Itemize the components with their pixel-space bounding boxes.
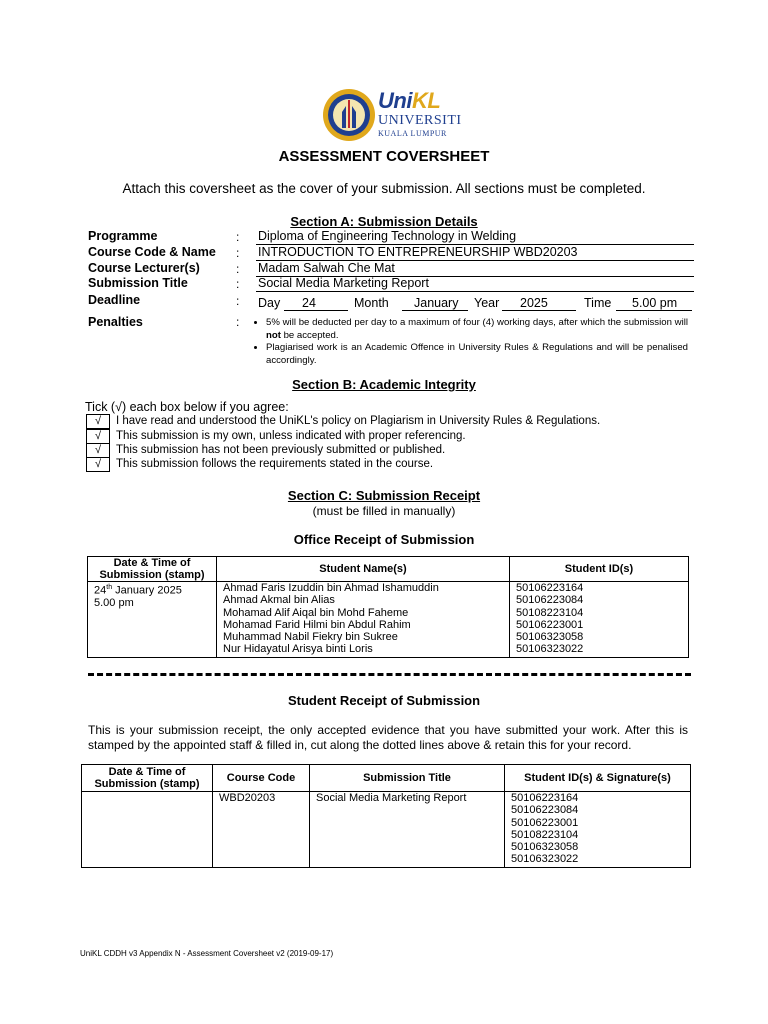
colon: : — [236, 246, 240, 260]
colon: : — [236, 262, 240, 276]
student-name: Ahmad Faris Izuddin bin Ahmad Ishamuddin — [223, 582, 439, 594]
day-label: Day — [258, 296, 281, 310]
student-id: 50106323058 — [516, 631, 584, 644]
cut-line — [88, 673, 691, 676]
ids-signature-cell — [505, 792, 691, 868]
stamp-cell — [88, 582, 217, 658]
column-header: Date & Time of Submission (stamp) — [88, 557, 217, 582]
penalties-label: Penalties — [88, 315, 143, 329]
penalties-list — [254, 317, 688, 367]
logo-uni: Uni — [378, 88, 412, 113]
year-label: Year — [474, 296, 500, 310]
time-label: Time — [584, 296, 612, 310]
student-name: Nur Hidayatul Arisya binti Loris — [223, 643, 373, 656]
logo-universiti: UNIVERSITI — [378, 113, 462, 128]
student-id: 50108223104 — [516, 606, 584, 619]
office-receipt-table — [87, 556, 689, 658]
unikl-logo — [322, 88, 462, 144]
tick-checkbox[interactable]: √ — [86, 443, 110, 458]
tick-checkbox[interactable]: √ — [86, 457, 110, 472]
lecturer-label: Course Lecturer(s) — [88, 261, 200, 275]
student-id: 50108223104 — [511, 828, 579, 841]
section-a-heading: Section A: Submission Details — [290, 214, 478, 229]
ids-cell — [510, 582, 689, 658]
time-value: 5.00 pm — [616, 296, 692, 311]
student-receipt-paragraph: This is your submission receipt, the only accepted evidence that you have submitted your work. After this is stamped by the appointed staff & filled in, cut along the dotted lines above & retain this for your record. — [88, 723, 688, 752]
student-receipt-table — [81, 764, 691, 868]
student-id: 50106223084 — [516, 594, 584, 607]
intro-text: Attach this coversheet as the cover of your submission. All sections must be completed. — [122, 181, 646, 196]
tick-instruction: Tick (√) each box below if you agree: — [85, 400, 289, 414]
column-header: Course Code — [213, 765, 310, 792]
submission-title-cell: Social Media Marketing Report — [310, 792, 505, 868]
table-header-row — [82, 765, 691, 792]
course-label: Course Code & Name — [88, 245, 216, 259]
submission-title-label: Submission Title — [88, 276, 188, 290]
column-header: Submission Title — [310, 765, 505, 792]
student-name: Mohamad Alif Aiqal bin Mohd Faheme — [223, 606, 409, 619]
penalty-item: • 5% will be deducted per day to a maximum of four (4) working days, after which the submission will not be accepted. — [266, 317, 688, 342]
section-b-heading: Section B: Academic Integrity — [292, 377, 476, 392]
table-row — [82, 792, 691, 868]
integrity-text: This submission has not been previously submitted or published. — [116, 444, 446, 456]
student-id: 50106323058 — [511, 841, 579, 854]
document-footer: UniKL CDDH v3 Appendix N - Assessment Coversheet v2 (2019-09-17) — [80, 949, 334, 958]
year-value: 2025 — [502, 296, 576, 311]
deadline-row — [256, 296, 692, 313]
course-code-cell: WBD20203 — [213, 792, 310, 868]
column-header: Date & Time of Submission (stamp) — [82, 765, 213, 792]
month-value: January — [402, 296, 468, 311]
colon: : — [236, 230, 240, 244]
programme-value: Diploma of Engineering Technology in Welding — [256, 229, 694, 245]
student-name: Mohamad Farid Hilmi bin Abdul Rahim — [223, 618, 411, 631]
office-time: 5.00 pm — [94, 596, 134, 609]
student-id: 50106223164 — [511, 792, 579, 804]
colon: : — [236, 294, 240, 308]
penalty-item: • Plagiarised work is an Academic Offence in University Rules & Regulations and will be penalised accordingly. — [266, 342, 688, 367]
office-receipt-heading: Office Receipt of Submission — [293, 532, 475, 547]
month-label: Month — [354, 296, 389, 310]
section-c-subheading: (must be filled in manually) — [312, 504, 456, 518]
student-id: 50106223164 — [516, 582, 584, 594]
column-header: Student Name(s) — [217, 557, 510, 582]
page-title: ASSESSMENT COVERSHEET — [278, 148, 490, 165]
student-id: 50106223001 — [516, 618, 584, 631]
column-header: Student ID(s) & Signature(s) — [505, 765, 691, 792]
programme-label: Programme — [88, 229, 158, 243]
logo-kuala-lumpur: KUALA LUMPUR — [378, 129, 447, 138]
column-header: Student ID(s) — [510, 557, 689, 582]
tick-checkbox[interactable]: √ — [86, 414, 110, 429]
office-date: 24th January 2025 — [94, 584, 182, 597]
names-cell — [217, 582, 510, 658]
student-name: Ahmad Akmal bin Alias — [223, 594, 335, 607]
tick-checkbox[interactable]: √ — [86, 429, 110, 444]
student-id: 50106223001 — [511, 816, 579, 829]
logo-kl: KL — [411, 88, 441, 113]
section-c-heading: Section C: Submission Receipt — [287, 488, 481, 503]
colon: : — [236, 277, 240, 291]
student-id: 50106323022 — [511, 853, 579, 866]
student-name: Muhammad Nabil Fiekry bin Sukree — [223, 631, 398, 644]
table-header-row — [88, 557, 689, 582]
course-value: INTRODUCTION TO ENTREPRENEURSHIP WBD20203 — [256, 245, 694, 261]
deadline-label: Deadline — [88, 293, 141, 307]
stamp-cell — [82, 792, 213, 868]
student-receipt-heading: Student Receipt of Submission — [287, 693, 481, 708]
integrity-text: This submission is my own, unless indicated with proper referencing. — [116, 430, 466, 442]
colon: : — [236, 315, 240, 329]
student-id: 50106223084 — [511, 804, 579, 817]
day-value: 24 — [284, 296, 348, 311]
submission-title-value: Social Media Marketing Report — [256, 276, 694, 292]
table-row — [88, 582, 689, 658]
integrity-text: This submission follows the requirements stated in the course. — [116, 458, 434, 470]
lecturer-value: Madam Salwah Che Mat — [256, 261, 694, 277]
student-id: 50106323022 — [516, 643, 584, 656]
integrity-text: I have read and understood the UniKL's policy on Plagiarism in University Rules & Regulations. — [116, 415, 601, 427]
